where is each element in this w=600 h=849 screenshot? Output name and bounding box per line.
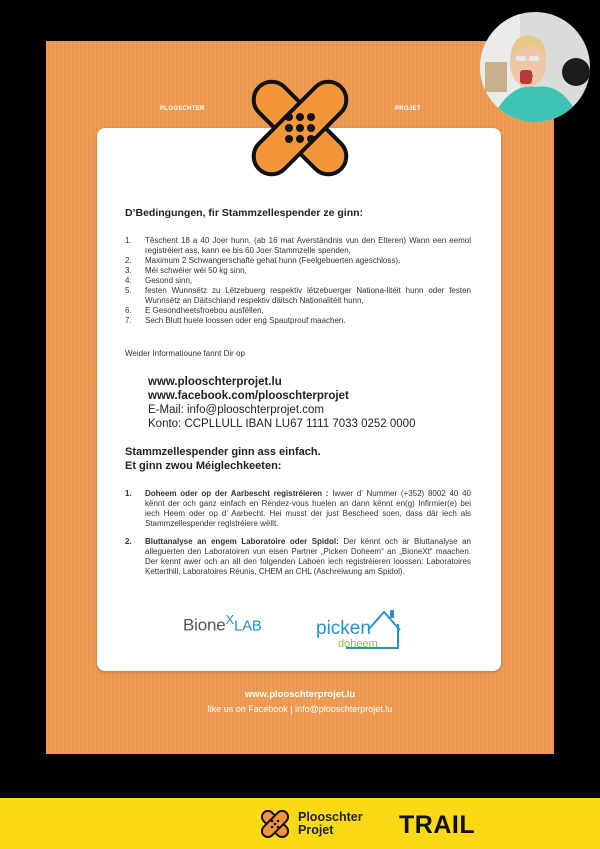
list-item: 4. Gesond sinn,: [125, 276, 193, 285]
list-item: 1. Têschent 18 a 40 Joer hunn. (ab 16 mat Averständnis vun den Elteren) Wann een eemol registréiert ass, kann ee bis 60 Joer Stammzelle spenden,: [125, 236, 471, 255]
footer-contact-line: like us on Facebook | info@plooschterprojet.lu: [207, 704, 393, 714]
list-item: 5. festen Wunnsëtz zu Lëtzebuerg respektiv lëtzebuerger Nationa-litéit hunn oder festen Wunnsëtz an Däitschland respektiv däitsch Nationalitéit hunn,: [125, 286, 471, 305]
conditions-title: D’Bedingungen, fir Stammzellespender ze ginn:: [125, 207, 364, 219]
svg-text:doheem: doheem: [338, 638, 378, 650]
list-item: 7. Sech Blutt huele loossen oder eng Spautprouf maachen.: [125, 316, 346, 325]
svg-text:picken: picken: [316, 618, 371, 639]
poster-label-left: PLOOSCHTER: [160, 106, 205, 112]
more-info-text: Weider Informatioune fannt Dir op: [125, 349, 245, 358]
list-item: 3. Méi schwéier wéi 50 kg sinn,: [125, 266, 247, 275]
options-title: Stammzellespender ginn ass einfach. Et ginn zwou Méiglechkeeten:: [125, 446, 321, 472]
footer-url[interactable]: www.plooschterprojet.lu: [244, 689, 356, 700]
list-item: 1. Doheem oder op der Aarbescht registréieren : Iwwer d’ Nummer (+352) 8002 40 40 kënnt der och ganz einfach en Rendez-vous huelen an dann kënnt en(g) Infirmier(e) bei iech Heem oder op d’ Aarbecht. Hei musst der just Bescheed soen, dass där iech als Stammzellespender registréiere wëllt.: [125, 489, 471, 528]
brand-name: Plooschter Projet: [298, 810, 363, 837]
trail-label: TRAIL: [399, 811, 476, 839]
list-item: 6. E Gesondheetsfroebou ausfëllen,: [125, 306, 264, 315]
picken-doheem-logo: [316, 604, 411, 652]
conditions-list: [125, 236, 471, 326]
email-text[interactable]: E-Mail: info@plooschterprojet.com: [148, 404, 324, 416]
bandage-cross-icon: [258, 807, 292, 841]
website-link[interactable]: www.plooschterprojet.lu: [148, 376, 282, 388]
list-item: 2. Maximum 2 Schwangerschafte gehat hunn (Feelgebuerten ageschloss),: [125, 256, 401, 265]
contact-block: [148, 375, 415, 431]
options-list: [125, 489, 471, 585]
bank-account-text: Konto: CCPLLULL IBAN LU67 1111 7033 0252 0000: [148, 418, 416, 430]
facebook-link[interactable]: www.facebook.com/plooschterprojet: [148, 390, 349, 402]
bionext-lab-logo: Bione$^X$LAB: [183, 612, 262, 635]
list-item: 2. Bluttanalyse an engem Laboratoire oder Spidol: Der kënnt och är Bluttanalyse an alleguerten den Laboratoiren vun eisen Partner „Picken Doheem“ an „BioneXt“ maachen. Der kennt awer och an all den folgenden Laboen iech registréieren loossen: Laboratoires Ketterthill, Laboratoires Réunis, CHEM an CHL (Aschreiwung am Spidol).: [125, 537, 471, 576]
bandage-cross-icon: [240, 73, 360, 183]
poster-label-right: PROJET: [395, 106, 421, 112]
profile-photo: [480, 12, 590, 122]
